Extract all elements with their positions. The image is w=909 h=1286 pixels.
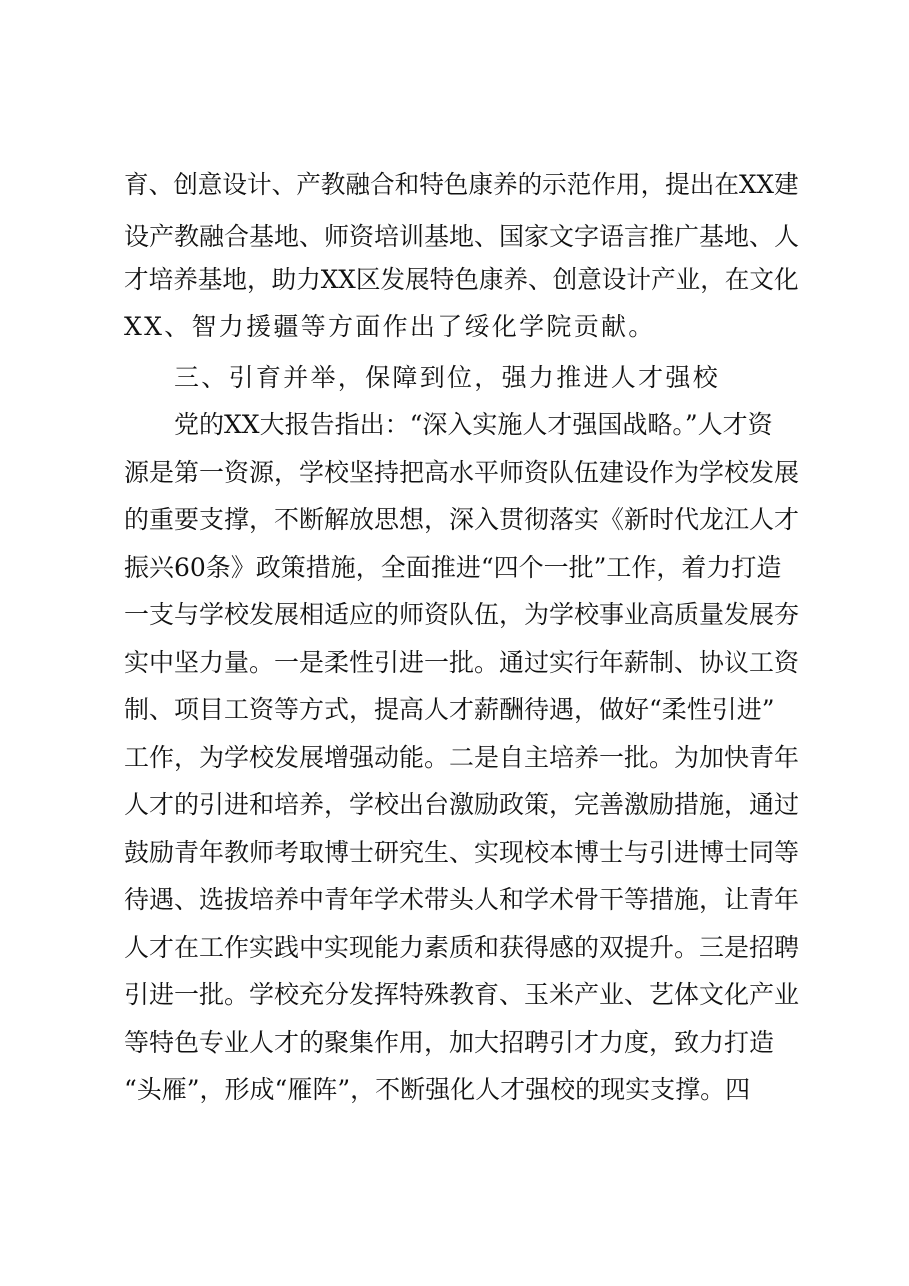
body-text-line: 人才的引进和培养，学校出台激励政策，完善激励措施，通过 <box>124 790 800 819</box>
body-text-line: 人才在工作实践中实现能力素质和获得感的双提升。三是招聘 <box>124 933 800 962</box>
body-text-line: 引进一批。学校充分发挥特殊教育、玉米产业、艺体文化产业 <box>124 980 800 1009</box>
body-text-line: 才培养基地，助力XX区发展特色康养、创意设计产业，在文化 <box>124 265 799 294</box>
body-text-line: 一支与学校发展相适应的师资队伍，为学校事业高质量发展夯 <box>124 600 800 629</box>
body-text-line: XX、智力援疆等方面作出了绥化学院贡献。 <box>124 312 656 341</box>
body-text-line: 实中坚力量。一是柔性引进一批。通过实行年薪制、协议工资 <box>124 648 800 677</box>
body-text-line: “头雁”，形成“雁阵”，不断强化人才强校的现实支撑。四 <box>124 1075 751 1104</box>
section-heading: 三、引育并举，保障到位，强力推进人才强校 <box>174 363 721 392</box>
body-text-line: 党的XX大报告指出：“深入实施人才强国战略。”人才资 <box>174 410 773 439</box>
body-text-line: 振兴60条》政策措施，全面推进“四个一批”工作，着力打造 <box>124 553 782 582</box>
body-text-line: 工作，为学校发展增强动能。二是自主培养一批。为加快青年 <box>124 743 800 772</box>
body-text-line: 设产教融合基地、师资培训基地、国家文字语言推广基地、人 <box>124 222 800 251</box>
body-text-line: 等特色专业人才的聚集作用，加大招聘引才力度，致力打造 <box>124 1028 775 1057</box>
body-text-line: 制、项目工资等方式，提高人才薪酬待遇，做好“柔性引进” <box>124 695 775 724</box>
body-text-line: 的重要支撑，不断解放思想，深入贯彻落实《新时代龙江人才 <box>124 505 800 534</box>
body-text-line: 待遇、选拔培养中青年学术带头人和学术骨干等措施，让青年 <box>124 885 800 914</box>
body-text-line: 源是第一资源，学校坚持把高水平师资队伍建设作为学校发展 <box>124 458 800 487</box>
body-text-line: 鼓励青年教师考取博士研究生、实现校本博士与引进博士同等 <box>124 838 800 867</box>
body-text-line: 育、创意设计、产教融合和特色康养的示范作用，提出在XX建 <box>124 170 799 199</box>
